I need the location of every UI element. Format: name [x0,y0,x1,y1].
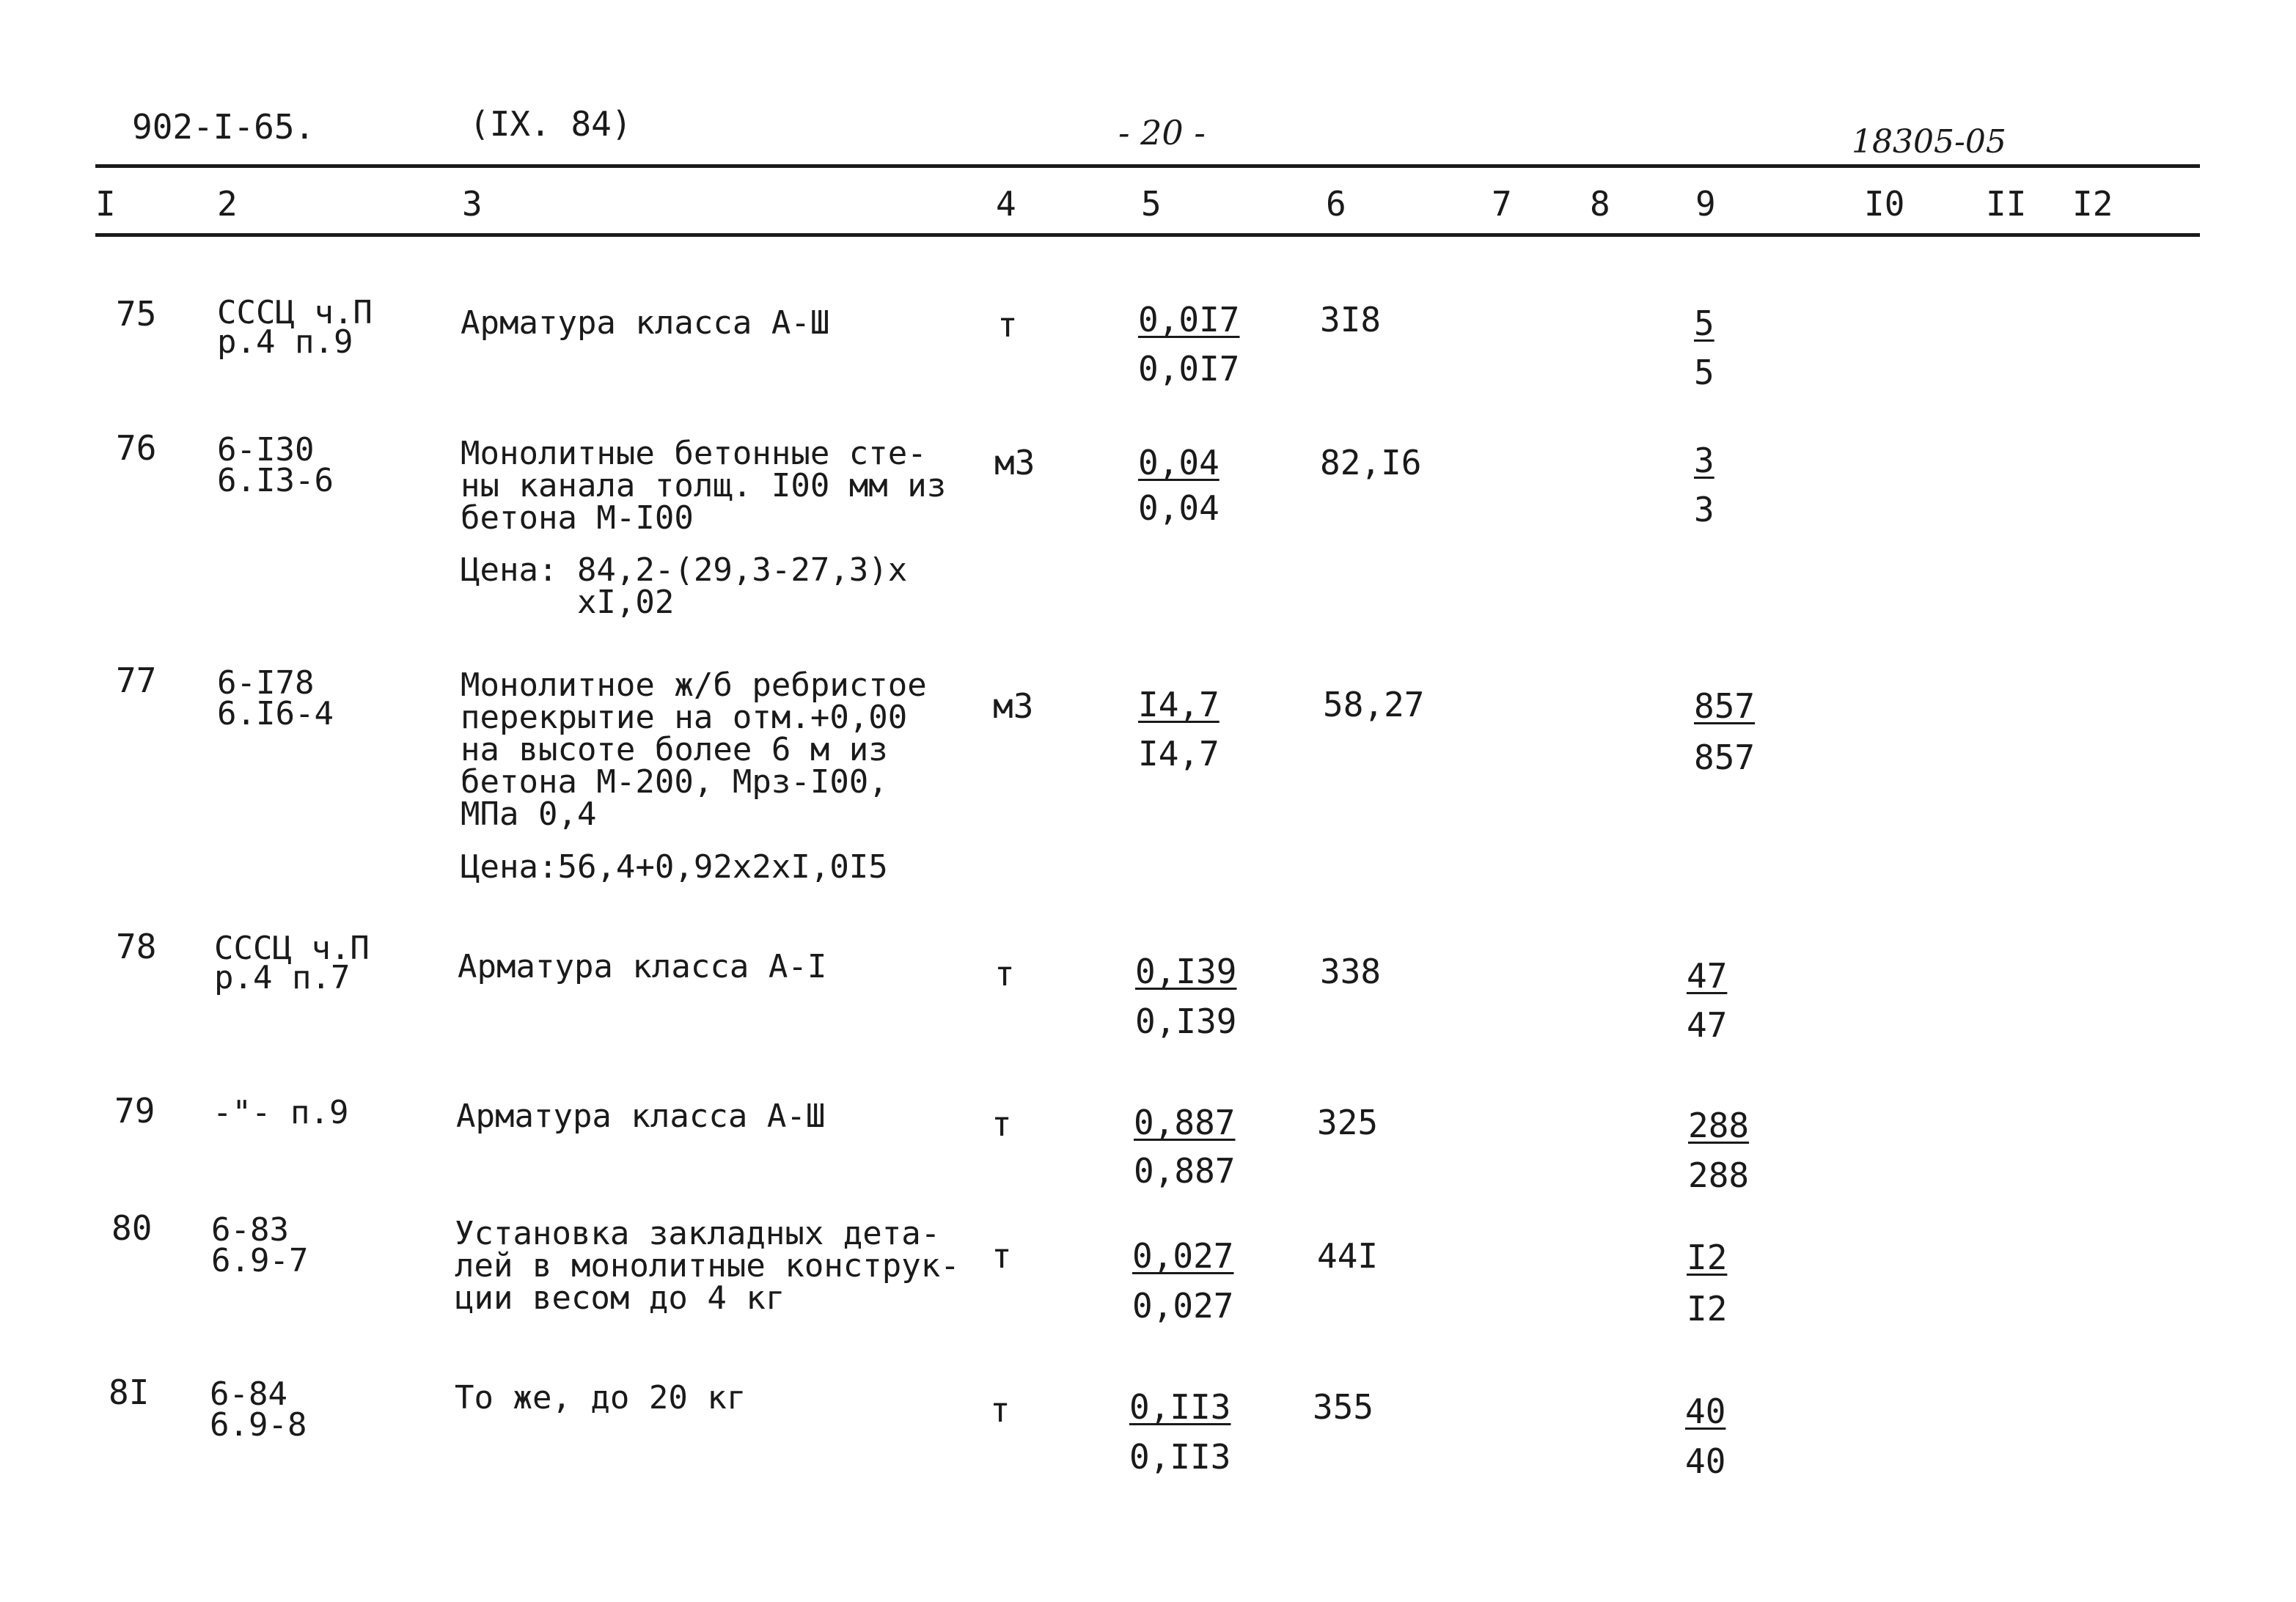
quantity-bottom: I4,7 [1138,734,1219,774]
work-description-line: лей в монолитные конструк- [455,1247,960,1285]
work-description-line: ны канала толщ. I00 мм из [461,467,947,504]
work-description-line: Монолитные бетонные сте- [461,435,927,472]
edition-date: (IX. 84) [469,104,632,144]
work-description-line: Установка закладных дета- [455,1215,941,1252]
cost-top: 857 [1694,686,1756,726]
price-formula-line: xI,02 [461,584,675,621]
page-number: - 20 - [1118,113,1206,153]
cost-top: 47 [1687,956,1728,996]
unit: т [991,1236,1012,1276]
cost-bottom: 47 [1687,1005,1728,1045]
unit: т [990,1390,1011,1430]
col-header-9: 9 [1695,184,1716,224]
quantity-bottom: 0,04 [1138,488,1219,528]
album-code: 18305-05 [1852,123,2006,161]
project-code: 902-I-65. [132,107,315,147]
quantity-top: 0,887 [1134,1103,1236,1142]
norm-code-line: 6-I30 [217,431,315,469]
work-description-line: Арматура класса А-I [458,948,827,985]
col-header-1: I [95,184,116,224]
unit: м3 [994,443,1035,482]
quantity-bottom: 0,I39 [1135,1002,1237,1041]
unit-price: 338 [1320,952,1382,991]
top-rule [95,164,2200,168]
quantity-bottom: 0,0I7 [1138,349,1240,389]
cost-bottom: 5 [1694,353,1714,392]
unit-price: 82,I6 [1320,443,1422,482]
row-number: 80 [111,1208,153,1248]
cost-bottom: 3 [1694,490,1714,529]
row-number: 8I [109,1373,150,1412]
cost-top: 40 [1685,1392,1726,1431]
norm-code-line: СССЦ ч.П [214,930,370,967]
work-description-line: ции весом до 4 кг [455,1279,785,1317]
norm-code-line: -"- п.9 [213,1094,349,1131]
row-number: 78 [116,927,157,966]
unit-price: 44I [1317,1236,1379,1276]
norm-code-line: 6-84 [210,1375,287,1413]
quantity-bottom: 0,027 [1132,1286,1234,1326]
unit: т [991,1104,1012,1144]
cost-bottom: 857 [1694,738,1756,777]
norm-code-line: р.4 п.7 [214,959,351,996]
quantity-top: 0,04 [1138,443,1219,482]
work-description-line: Арматура класса А-Ш [461,304,830,342]
norm-code-line: 6.9-8 [210,1406,307,1444]
price-formula-line: Цена:56,4+0,92x2xI,0I5 [461,848,888,886]
norm-code-line: 6-I78 [217,664,315,702]
cost-bottom: 40 [1685,1441,1726,1481]
col-header-12: I2 [2072,184,2113,224]
col-header-8: 8 [1590,184,1610,224]
col-header-7: 7 [1492,184,1512,224]
cost-bottom: I2 [1687,1289,1728,1329]
norm-code-line: 6.I3-6 [217,462,334,499]
column-header-rule [95,233,2200,237]
quantity-bottom: 0,II3 [1129,1437,1231,1477]
norm-code-line: 6.9-7 [211,1242,309,1279]
quantity-top: 0,I39 [1135,952,1237,991]
unit-price: 58,27 [1323,685,1425,724]
norm-code-line: 6.I6-4 [217,695,334,732]
norm-code-line: СССЦ ч.П [217,294,373,331]
quantity-top: 0,II3 [1129,1387,1231,1427]
col-header-5: 5 [1141,184,1162,224]
cost-top: 288 [1688,1106,1750,1145]
cost-top: 3 [1694,441,1714,480]
cost-top: I2 [1687,1238,1728,1277]
row-number: 77 [116,661,157,700]
col-header-3: 3 [462,184,483,224]
unit-price: 355 [1313,1387,1374,1427]
cost-top: 5 [1694,304,1714,343]
work-description-line: перекрытие на отм.+0,00 [461,699,908,736]
work-description-line: То же, до 20 кг [455,1379,747,1417]
col-header-4: 4 [996,184,1016,224]
work-description-line: на высоте более 6 м из [461,731,888,768]
unit-price: 325 [1317,1103,1379,1142]
cost-bottom: 288 [1688,1155,1750,1195]
work-description-line: Арматура класса А-Ш [456,1098,826,1135]
norm-code-line: р.4 п.9 [217,323,353,361]
unit: м3 [993,686,1034,726]
col-header-6: 6 [1326,184,1346,224]
quantity-top: 0,027 [1132,1236,1234,1276]
row-number: 75 [116,294,157,334]
work-description-line: бетона М-200, Мрз-I00, [461,763,888,801]
col-header-10: I0 [1864,184,1905,224]
work-description-line: Монолитное ж/б ребристое [461,666,927,704]
norm-code-line: 6-83 [211,1211,289,1249]
unit-price: 3I8 [1320,300,1382,339]
row-number: 76 [116,428,157,468]
col-header-2: 2 [217,184,238,224]
work-description-line: МПа 0,4 [461,796,597,833]
unit: т [997,305,1018,345]
col-header-11: II [1986,184,2027,224]
price-formula-line: Цена: 84,2-(29,3-27,3)x [461,551,908,589]
row-number: 79 [114,1091,155,1131]
unit: т [994,954,1015,993]
work-description-line: бетона М-I00 [461,499,694,537]
quantity-top: 0,0I7 [1138,300,1240,339]
quantity-top: I4,7 [1138,685,1219,724]
quantity-bottom: 0,887 [1134,1151,1236,1191]
